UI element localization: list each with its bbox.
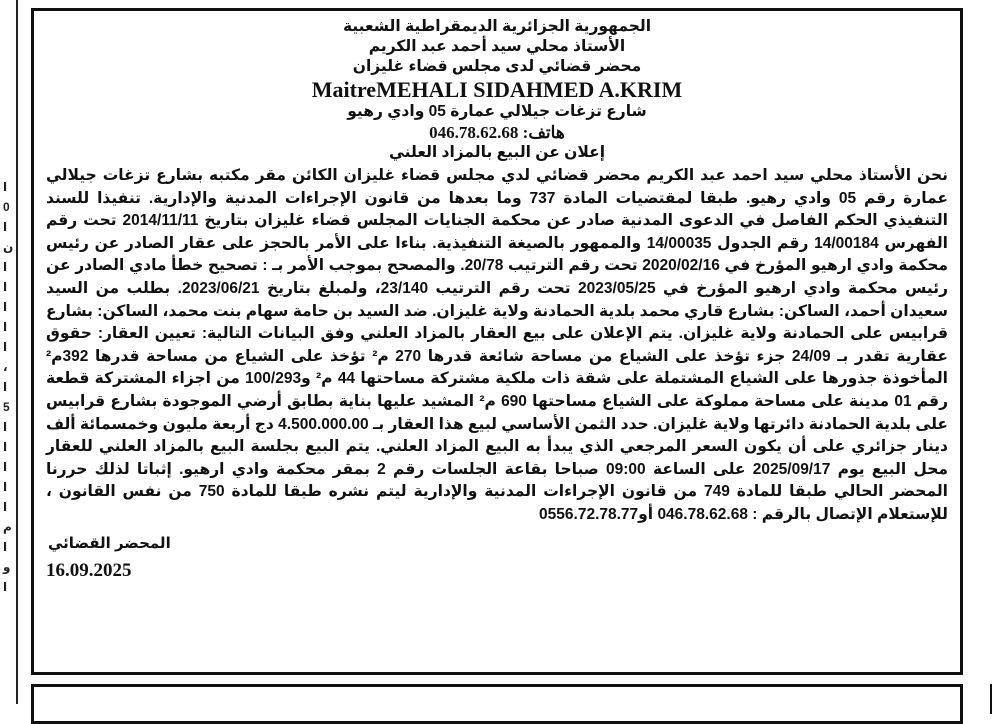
bailiff-name: الأستاذ محلي سيد أحمد عبد الكريم <box>368 38 626 55</box>
adjacent-column-edge-right <box>990 684 999 714</box>
bailiff-latin-name: MaitreMEHALI SIDAHMED A.KRIM <box>311 77 683 102</box>
republic-heading: الجمهورية الجزائرية الديمقراطية الشعبية <box>342 18 652 35</box>
next-notice-frame <box>31 684 963 724</box>
signature-label: المحضر القضائي <box>48 534 171 552</box>
bailiff-title: محضر قضائي لدى مجلس قضاء غليزان <box>352 58 642 75</box>
notice-date: 16.09.2025 <box>46 559 132 581</box>
notice-title: إعلان عن البيع بالمزاد العلني <box>388 144 606 161</box>
adjacent-column-edge: ا 0 ا ن ا ا ا ا ا ، ا 5 ا ا ا ا ا م ا و ا <box>0 0 18 704</box>
office-address: شارع تزغات جيلالي عمارة 05 وادي رهيو <box>347 103 647 120</box>
auction-notice <box>31 8 963 675</box>
notice-body: نحن الأستاذ محلي سيد احمد عبد الكريم محضر قضائي لدي مجلس قضاء غليزان الكائن مقر مكتبه بشارع تزغات جيلالي عمارة رقم 05 وادي رهيو. طبقا لمقتضيات المادة 737 وما بعدها من قانون الإجراءات المدنية والإدارية. تنفيذا للسند التنفيذي الحكم الفاصل في الدعوى المدنية صادر عن محكمة الجنايات المجلس قضاء غليزان بتاريخ 2014/11/11 تحت رقم الفهرس 14/00184 رقم الجدول 14/00035 والممهور بالصيغة التنفيذية. بناءا على الأمر بالحجز على عقار الصادر عن رئيس محكمة وادي ارهيو المؤرخ في 2020/02/16 تحت رقم الترتيب 20/78. والمصحح بموجب الأمر بـ : تصحيح خطأ مادي الصادر عن رئيس محكمة وادي ارهيو المؤرخ في 2023/05/25 تحت رقم الترتيب 23/140، ولمبلغ بتاريخ 2023/06/21. بطلب من السيد سعيدان أحمد، الساكن: بشارع قاري محمد بلدية الحمادنة ولاية غليزان. ضد السيد بن حامة سهام بنت محمد، الساكن: بشارع قرابيس على الحمادنة ولاية غليزان. يتم الإعلان على بيع العقار بالمزاد العلني وفق البيانات التالية: تعيين العقار: حقوق عقارية تقدر بـ 24/09 جزء تؤخذ على الشياع من مساحة شائعة قدرها 270 م² تؤخذ على الشياع من مساحة قدرها 392م² المأخوذة جذورها على الشياع المشتملة على شقة ذات ملكية مشتركة مساحتها 44 م² و100/293 من اجزاء المشتركة قطعة رقم 01 مدينة على مساحة مملوكة على الشياع مساحتها 690 م² المشيد عليها بناية بطابق أرضي الموجودة بشارع قرابيس على بلدية الحمادنة دائرتها ولاية غليزان. حدد الثمن الأساسي لبيع هذا العقار بـ 4.500.000.00 دج أربعة مليون وخمسمائة ألف دينار جزائري على أن يكون السعر المرجعي الذي يبدأ به البيع المزاد العلني. يتم البيع بجلسة البيع بالمزاد العلني للعقار محل البيع يوم 2025/09/17 على الساعة 09:00 صباحا بقاعة الجلسات رقم 2 بمقر محكمة وادي ارهيو. إثباتا لذلك حررنا المحضر الحالي طبقا للمادة 749 من قانون الإجراءات المدنية والإدارية ليتم نشره طبقا للمادة 750 من نفس القانون ، للإستعلام الإتصال بالرقم : 046.78.62.68 أو0556.72.78.77 <box>46 167 949 523</box>
office-phone: هاتف: 046.78.62.68 <box>429 123 565 142</box>
